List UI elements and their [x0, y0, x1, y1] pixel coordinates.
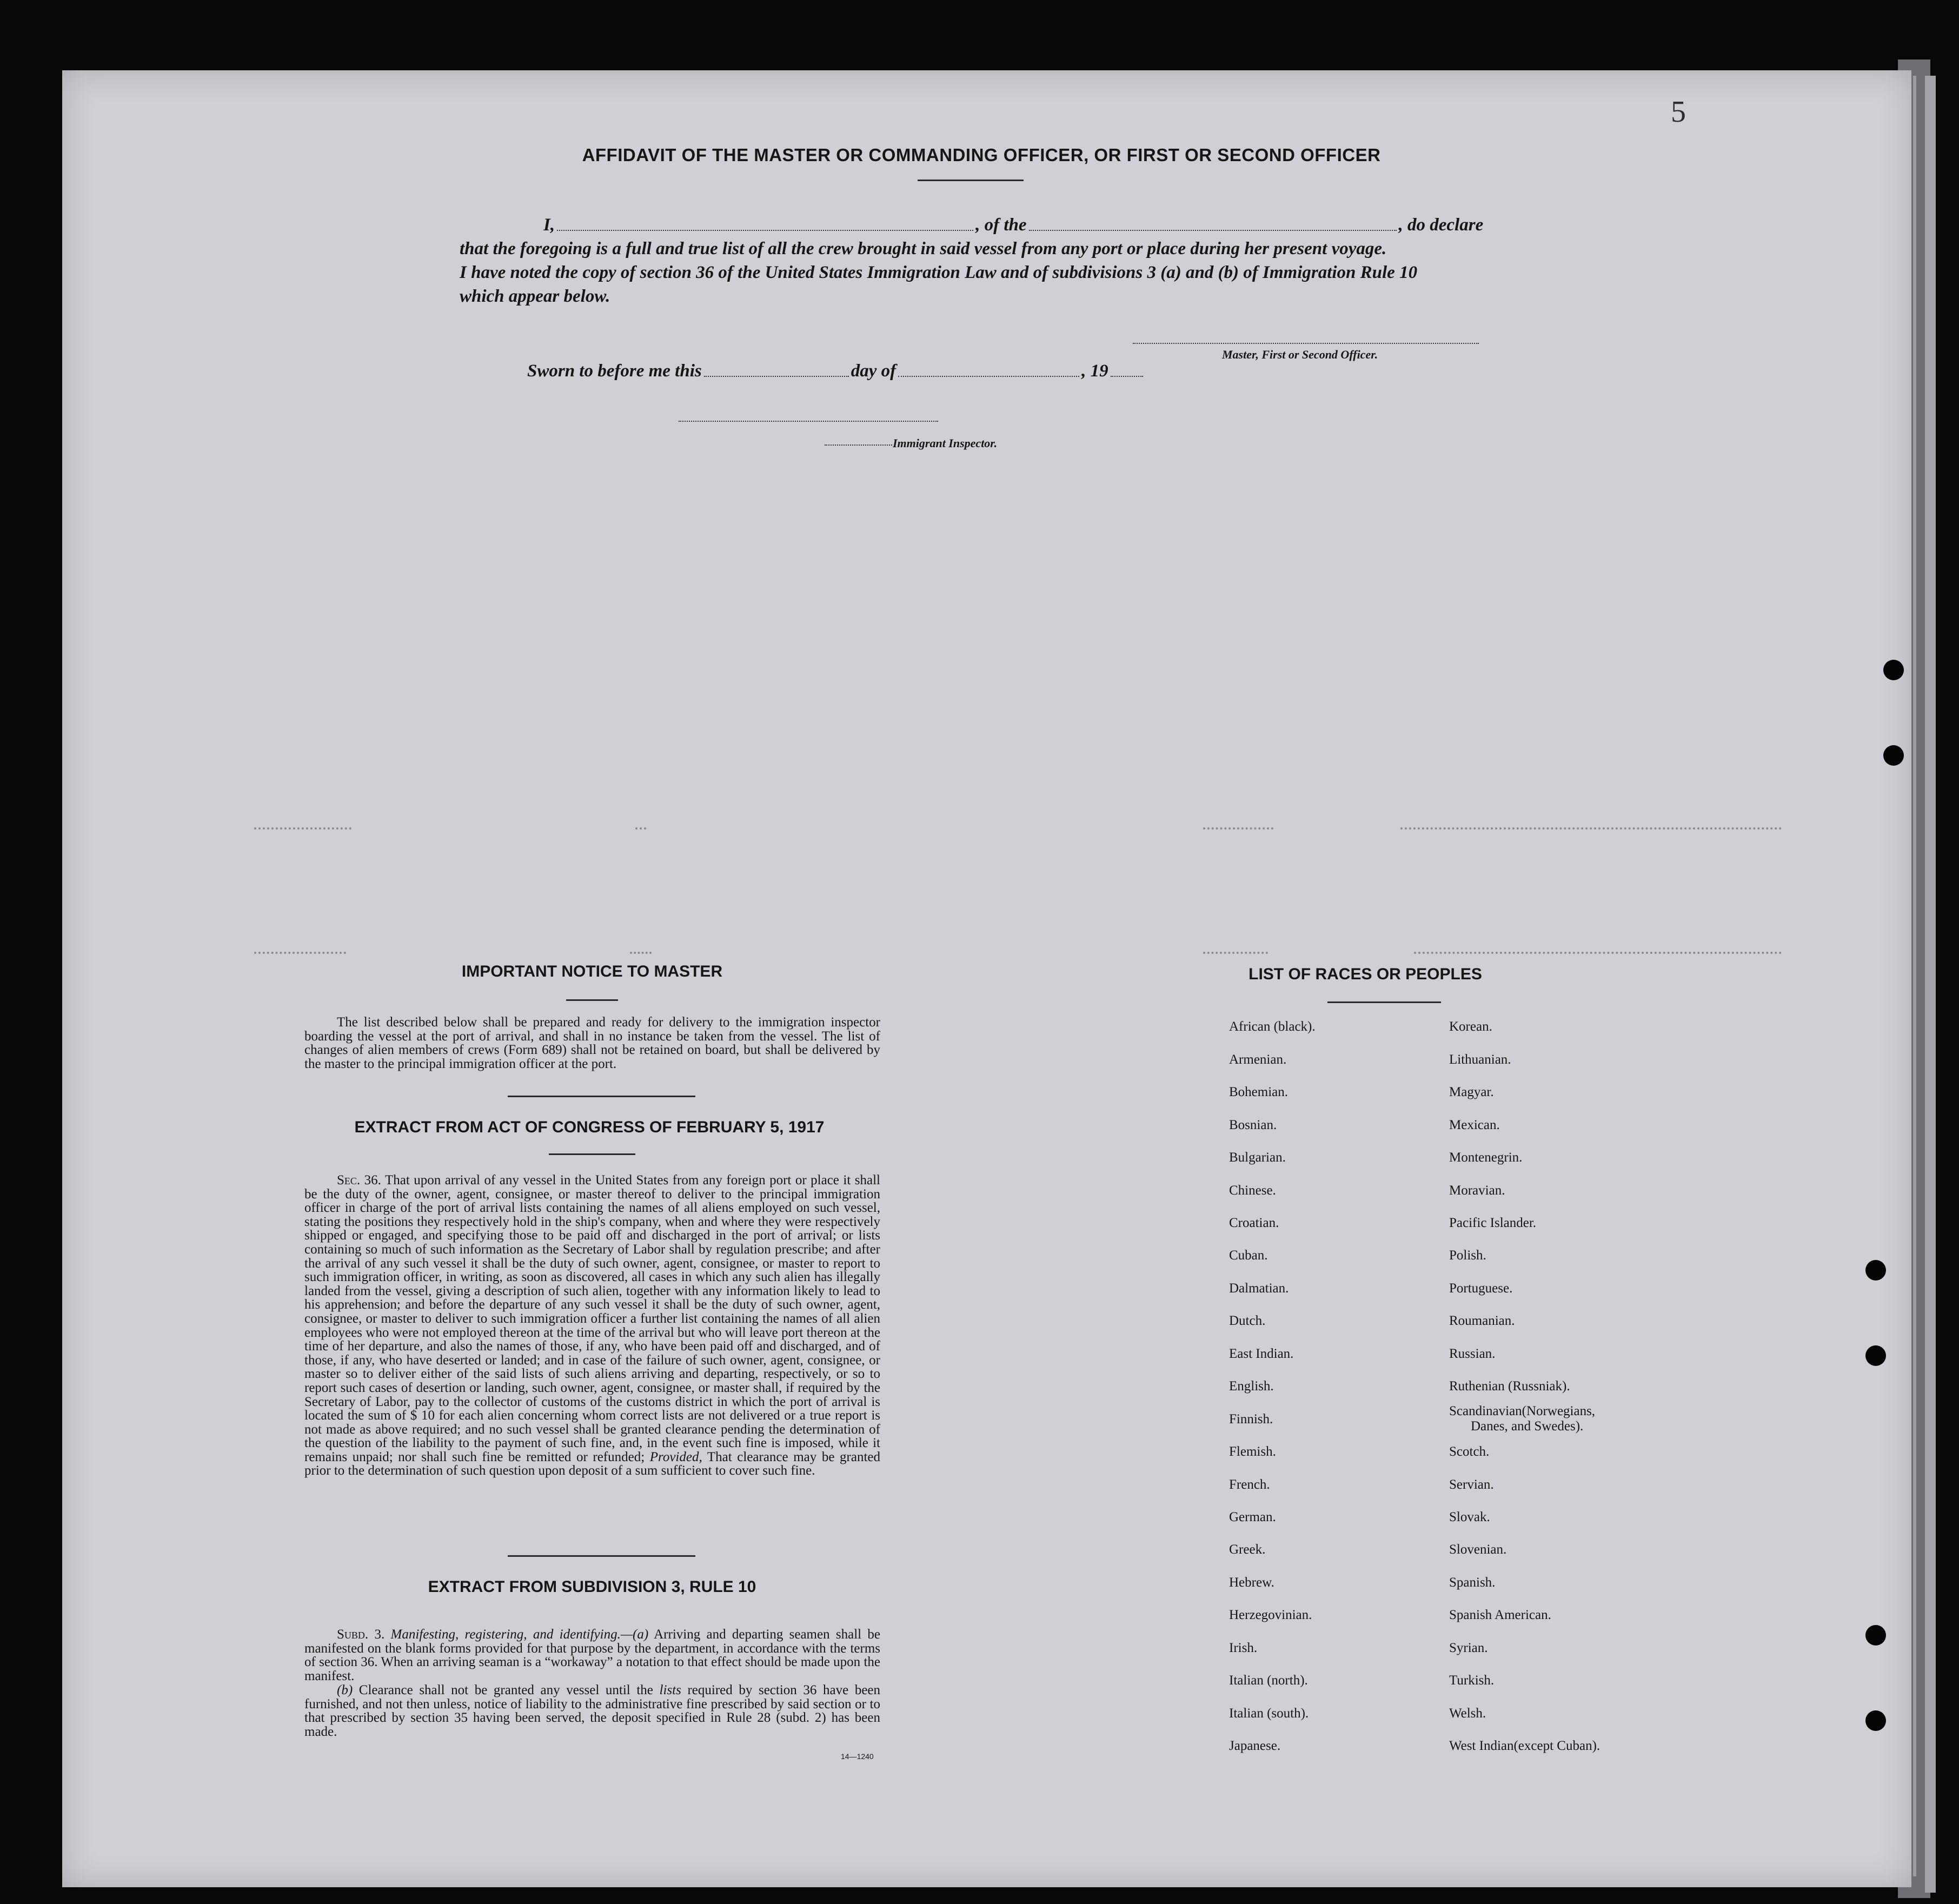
para-b-label: (b)	[337, 1683, 353, 1697]
punch-hole	[1865, 1625, 1886, 1646]
subd-label: Subd. 3.	[337, 1627, 385, 1642]
race-item: Spanish American.	[1449, 1608, 1551, 1622]
race-item: Russian.	[1449, 1346, 1496, 1361]
rule-extract-para-b	[304, 1683, 880, 1739]
race-item: Moravian.	[1449, 1183, 1505, 1198]
punch-hole	[1865, 1345, 1886, 1366]
race-item: African (black).	[1229, 1019, 1316, 1034]
act-section-label: Sec. 36.	[337, 1173, 381, 1187]
race-item: Turkish.	[1449, 1673, 1495, 1688]
form-number: 14—1240	[841, 1752, 874, 1761]
punch-hole	[1883, 660, 1904, 680]
act-extract-body	[304, 1173, 880, 1478]
race-item: Bosnian.	[1229, 1118, 1277, 1132]
punch-hole	[1883, 745, 1904, 766]
race-item: German.	[1229, 1510, 1276, 1524]
race-item: Italian (north).	[1229, 1673, 1308, 1688]
affidavit-of-the-label: , of the	[975, 215, 1027, 235]
race-item: Greek.	[1229, 1542, 1266, 1557]
page-stack-edge	[1913, 76, 1916, 1876]
ghost-dots-right-1	[1203, 827, 1273, 830]
race-item: Croatian.	[1229, 1216, 1279, 1230]
race-item: East Indian.	[1229, 1346, 1294, 1361]
race-item: Japanese.	[1229, 1739, 1281, 1753]
act-body-tail: That clearance may be granted prior to the determination of such question upon deposit of a sum sufficient to cover such fine.	[304, 1449, 880, 1478]
race-item: Welsh.	[1449, 1706, 1486, 1721]
race-item: English.	[1229, 1379, 1274, 1394]
race-item: Polish.	[1449, 1248, 1486, 1263]
scan-edge-right	[1925, 76, 1936, 1893]
race-item: Magyar.	[1449, 1085, 1494, 1099]
race-item: Ruthenian (Russniak).	[1449, 1379, 1570, 1394]
race-item: Bulgarian.	[1229, 1150, 1286, 1165]
ghost-dots-right-2	[1400, 827, 1782, 830]
race-item: Irish.	[1229, 1641, 1258, 1655]
sworn-day-field[interactable]	[704, 376, 849, 377]
race-item: Spanish.	[1449, 1575, 1496, 1590]
ghost-dots-left-1	[254, 827, 351, 830]
master-signature-line[interactable]	[1133, 343, 1479, 344]
subd-heading: Manifesting, registering, and identifying.—(a)	[390, 1627, 649, 1642]
affidavit-vessel-field[interactable]	[1029, 230, 1397, 231]
races-title: LIST OF RACES OR PEOPLES	[1249, 965, 1482, 983]
act-body-main: That upon arrival of any vessel in the United States from any foreign port or place it shall be the duty of the owner, agent, consignee, or master thereof to deliver to the principal immigration officer in charge of the port of arrival lists containing the names of all aliens employed on such vessel, stating the positions they respectively hold in the ship's company, when and where they were respectively shipped or engaged, and specifying those to be paid off and discharged in the port of arrival; or lists containing so much of such information as the Secretary of Labor shall by regulation prescribe; and after the arrival of any such vessel it shall be the duty of such owner, agent, consignee, or master to report to such immigration officer, in writing, as soon as discovered, all cases in which any such alien has illegally landed from the vessel, giving a description of such alien, together with any information likely to lead to his apprehension; and before the departure of any such vessel it shall be the duty of such owner, agent, consignee, or master to deliver to such immigration officer a further list containing the names of all alien employees who were not employed thereon at the time of the arrival but who will leave port thereon at the time of her departure, and also the names of those, if any, who have been paid off and discharged, and of those, if any, who have deserted or landed; and in case of the failure of such owner, agent, consignee, or master so to deliver either of the said lists of such aliens arriving and departing, respectively, or so to report such cases of desertion or landing, such owner, agent, consignee, or master shall, if required by the Secretary of Labor, pay to the collector of customs of the customs district in which the port of arrival is located the sum of $ 10 for each alien concerning whom correct lists are not delivered or a true report is not made as above required; and no such vessel shall be granted clearance pending the determination of the question of the liability to the payment of such fine, and, in the event such fine is imposed, while it remains unpaid; nor shall such fine be remitted or refunded;	[304, 1173, 880, 1464]
inspector-signature-label: Immigrant Inspector.	[893, 436, 998, 450]
year-label: , 19	[1081, 361, 1108, 381]
punch-hole	[1865, 1710, 1886, 1731]
race-item: West Indian(except Cuban).	[1449, 1739, 1601, 1753]
affidavit-line-4: which appear below.	[460, 287, 610, 306]
subd-para-a: Arriving and departing seamen shall be manifested on the blank forms provided for that purpose by the department, in accordance with the terms of section 36. When an arriving seaman is a “workaway” a notation to that effect should be made upon the manifest.	[304, 1627, 880, 1683]
race-item: Finnish.	[1229, 1412, 1273, 1427]
inspector-signature-line[interactable]	[679, 421, 938, 422]
act-extract-title-rule	[549, 1153, 635, 1155]
race-item: Roumanian.	[1449, 1313, 1515, 1328]
races-title-rule	[1327, 1001, 1441, 1003]
master-signature-label: Master, First or Second Officer.	[1222, 348, 1378, 361]
day-of-label: day of	[851, 361, 897, 381]
inspector-label-leader	[825, 445, 892, 446]
race-item-continuation: Danes, and Swedes).	[1471, 1419, 1584, 1434]
ghost-dots-right-3	[1203, 952, 1268, 954]
ghost-dots-right-4	[1414, 952, 1782, 954]
race-item: Scandinavian(Norwegians,	[1449, 1404, 1596, 1418]
affidavit-name-field[interactable]	[557, 230, 973, 231]
race-item: Herzegovinian.	[1229, 1608, 1312, 1622]
race-item: Cuban.	[1229, 1248, 1268, 1263]
act-provided-label: Provided,	[649, 1449, 702, 1464]
affidavit-do-declare-label: , do declare	[1398, 215, 1484, 235]
race-item: Armenian.	[1229, 1052, 1287, 1067]
affidavit-title: AFFIDAVIT OF THE MASTER OR COMMANDING OFFICER, OR FIRST OR SECOND OFFICER	[582, 145, 1381, 165]
section-divider-1	[508, 1096, 695, 1097]
race-item: Pacific Islander.	[1449, 1216, 1537, 1230]
document-page	[62, 70, 1911, 1887]
notice-title: IMPORTANT NOTICE TO MASTER	[461, 963, 723, 980]
section-divider-2	[508, 1555, 695, 1557]
rule-extract-para-a	[304, 1628, 880, 1683]
race-item: Italian (south).	[1229, 1706, 1309, 1721]
race-item: Chinese.	[1229, 1183, 1276, 1198]
act-extract-title: EXTRACT FROM ACT OF CONGRESS OF FEBRUARY 5, 1917	[354, 1118, 825, 1136]
race-item: Slovak.	[1449, 1510, 1490, 1524]
race-item: Servian.	[1449, 1477, 1494, 1492]
punch-hole	[1865, 1260, 1886, 1281]
affidavit-line-2: that the foregoing is a full and true list of all the crew brought in said vessel from any port or place during her present voyage.	[460, 239, 1387, 258]
race-item: Portuguese.	[1449, 1281, 1513, 1296]
sworn-label: Sworn to before me this	[527, 361, 702, 381]
sworn-line	[514, 361, 1271, 381]
affidavit-title-rule	[918, 180, 1024, 181]
sworn-month-field[interactable]	[898, 376, 1079, 377]
notice-title-rule	[566, 999, 618, 1001]
race-item: Hebrew.	[1229, 1575, 1274, 1590]
rule-extract-title: EXTRACT FROM SUBDIVISION 3, RULE 10	[428, 1578, 756, 1596]
affidavit-i-label: I,	[543, 215, 555, 235]
page-number-mark: 5	[1671, 95, 1686, 129]
race-item: Slovenian.	[1449, 1542, 1507, 1557]
race-item: Korean.	[1449, 1019, 1492, 1034]
para-b-pre: Clearance shall not be granted any vessel until the	[358, 1683, 653, 1697]
race-item: Scotch.	[1449, 1444, 1490, 1459]
race-item: Lithuanian.	[1449, 1052, 1511, 1067]
race-item: Dutch.	[1229, 1313, 1266, 1328]
ghost-dots-mid-1	[635, 827, 646, 830]
race-item: Montenegrin.	[1449, 1150, 1523, 1165]
para-b-lists: lists	[659, 1683, 681, 1697]
affidavit-line-1	[514, 215, 1552, 235]
notice-body: The list described below shall be prepared and ready for delivery to the immigration inspector boarding the vessel at the port of arrival, and shall in no instance be taken from the vessel. The list of changes of alien members of crews (Form 689) shall not be retained on board, but shall be delivered by the master to the principal immigration officer at the port.	[304, 1015, 880, 1071]
race-item: French.	[1229, 1477, 1270, 1492]
affidavit-line-3: I have noted the copy of section 36 of the United States Immigration Law and of subdivisions 3 (a) and (b) of Immigration Rule 10	[460, 263, 1418, 282]
race-item: Bohemian.	[1229, 1085, 1289, 1099]
race-item: Mexican.	[1449, 1118, 1500, 1132]
race-item: Syrian.	[1449, 1641, 1488, 1655]
para-b-post: required by section 36 have been furnished, and not then unless, notice of liability to the administrative fine prescribed by said section or to that prescribed by section 35 having been served, the deposit specified in Rule 28 (subd. 2) has been made.	[304, 1683, 881, 1739]
race-item: Dalmatian.	[1229, 1281, 1289, 1296]
sworn-year-field[interactable]	[1111, 376, 1143, 377]
ghost-dots-left-2	[254, 952, 346, 954]
ghost-dots-mid-2	[630, 952, 652, 954]
race-item: Flemish.	[1229, 1444, 1276, 1459]
